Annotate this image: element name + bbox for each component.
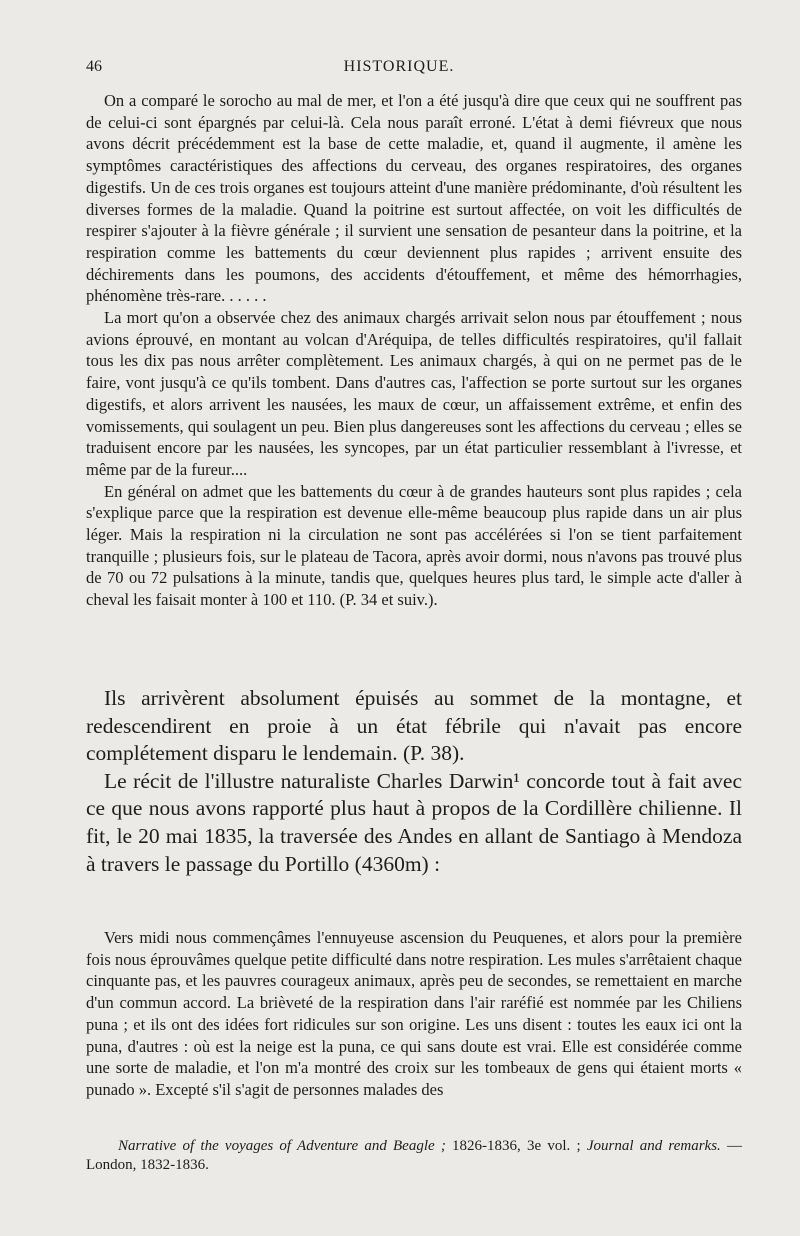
main-text (86, 685, 742, 878)
paragraph: Vers midi nous commençâmes l'ennuyeuse ascension du Peuquenes, et alors pour la première fois nous éprouvâmes quelque petite difficulté dans notre respiration. Les mules s'arrêtaient chaque cinquante pas, et les pauvres courageux animaux, après peu de secondes, se remettaient en marche d'un commun accord. La brièveté de la respiration dans l'air raréfié est nommée par les Chiliens puna ; et ils ont des idées fort ridicules sur son origine. Les uns disent : toutes les eaux ici ont la puna, d'autres : où est la neige est la puna, ce qui sans doute est vrai. Elle est considérée comme une sorte de maladie, et l'on m'a montré des croix sur les tombeaux de gens qui étaient morts « punado ». Excepté s'il s'agit de personnes malades des (86, 928, 742, 1099)
footnote-details: 1826-1836, 3e vol. ; (445, 1138, 587, 1154)
quoted-passage-sorocho (86, 90, 742, 611)
quoted-passage-darwin (86, 927, 742, 1101)
page-number: 46 (86, 58, 102, 75)
footnote-imprint: — London, 1832-1836. (86, 1138, 742, 1173)
footnote (86, 1137, 742, 1175)
footnote-subtitle: Journal and remarks. (586, 1138, 721, 1154)
paragraph: En général on admet que les battements du cœur à de grandes hauteurs sont plus rapides ; cela s'explique parce que la respiration est devenue elle-même beaucoup plus rapide dans un air plus léger. Mais la respiration ni la circulation ne sont pas accélérées si l'on se tient parfaitement tranquille ; plusieurs fois, sur le plateau de Tacora, après avoir dormi, nous n'avons pas trouvé plus de 70 ou 72 pulsations à la minute, tandis que, quelques heures plus tard, le simple acte d'aller à cheval les faisait monter à 100 et 110. (P. 34 et suiv.). (86, 481, 742, 610)
paragraph: Le récit de l'illustre naturaliste Charles Darwin¹ concorde tout à fait avec ce que nous avons rapporté plus haut à propos de la Cordillère chilienne. Il fit, le 20 mai 1835, la traversée des Andes en allant de Santiago à Mendoza à travers le passage du Portillo (4360m) : (86, 768, 742, 876)
footnote-title: Narrative of the voyages of Adventure and Beagle ; (118, 1138, 446, 1154)
page-header (86, 58, 742, 76)
paragraph: On a comparé le sorocho au mal de mer, et l'on a été jusqu'à dire que ceux qui ne souffrent pas de celui-ci sont épargnés par celui-là. Cela nous paraît erroné. L'état à demi fiévreux que nous avons décrit précédemment est la base de cette maladie, et, quand il augmente, il amène les symptômes caractéristiques des affections du cerveau, des organes respiratoires, des organes digestifs. Un de ces trois organes est toujours atteint d'une manière prédominante, d'où résultent les diverses formes de la maladie. Quand la poitrine est surtout affectée, on voit les difficultés de respirer s'ajouter à la fièvre générale ; il survient une sensation de pesanteur dans la poitrine, et la respiration comme les battements du cœur deviennent plus rapides ; arrivent ensuite des déchirements dans les poumons, des accidents d'étouffement, et même des hémorrhagies, phénomène très-rare. . . . . . (86, 91, 742, 306)
paragraph: La mort qu'on a observée chez des animaux chargés arrivait selon nous par étouffement ; nous avions éprouvé, en montant au volcan d'Aréquipa, de telles difficultés respiratoires, qu'il fallait tous les dix pas nous arrêter complètement. Les animaux chargés, à qui on ne permet pas de le faire, vont jusqu'à ce qu'ils tombent. Dans d'autres cas, l'affection se porte surtout sur les organes digestifs, et alors arrivent les nausées, les maux de cœur, un affaissement extrême, et enfin des vomissements, qui soulagent un peu. Bien plus dangereuses sont les affections du cerveau ; elles se traduisent encore par les nausées, les syncopes, par un état particulier ressemblant à l'ivresse, et même par de la fureur.... (86, 308, 742, 479)
paragraph: Ils arrivèrent absolument épuisés au sommet de la montagne, et redescendirent en proie à un état fébrile qui n'avait pas encore complétement disparu le lendemain. (P. 38). (86, 686, 742, 766)
running-head: HISTORIQUE. (343, 58, 455, 75)
